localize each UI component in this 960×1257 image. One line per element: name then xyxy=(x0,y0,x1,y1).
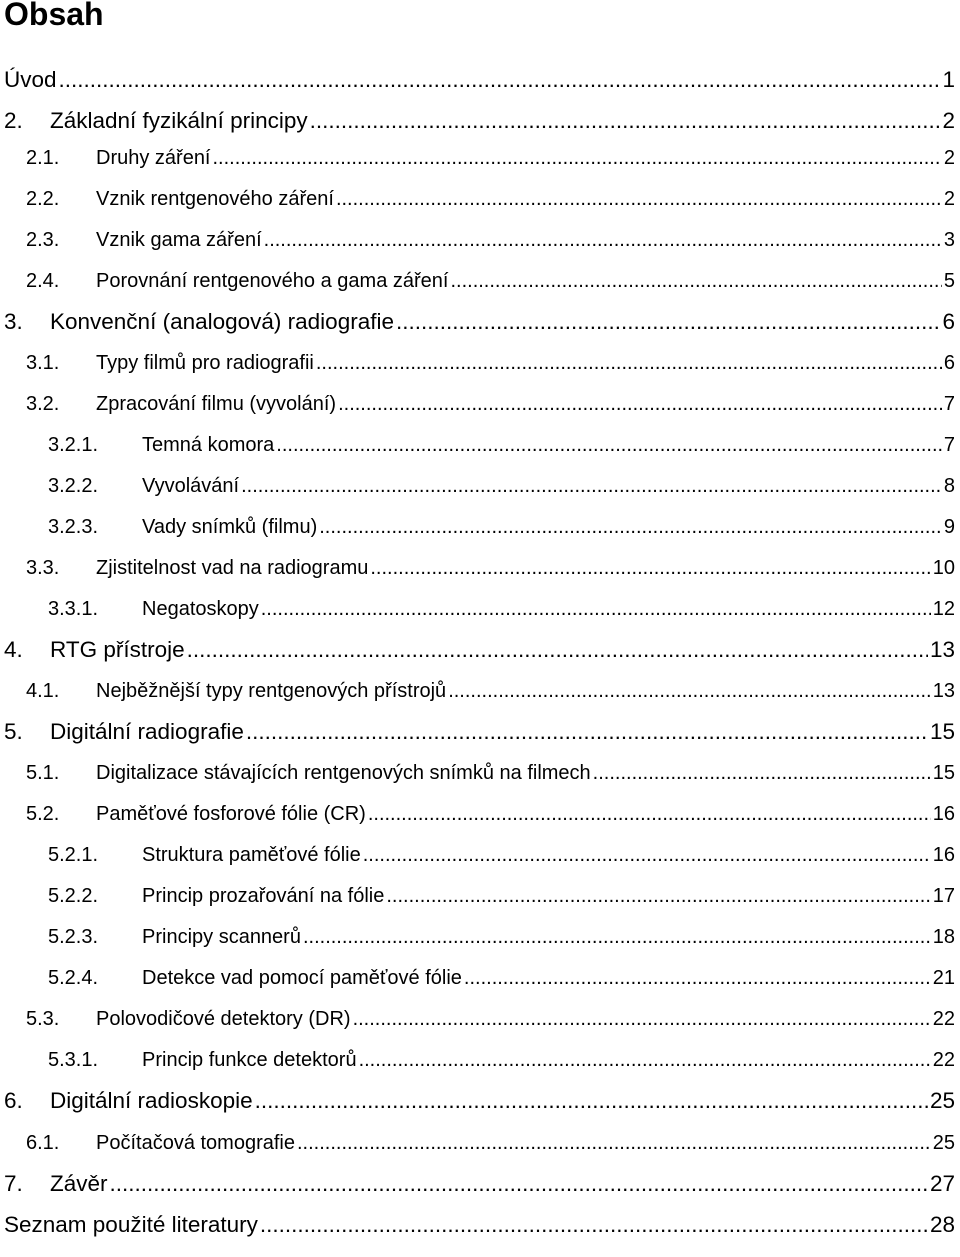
toc-entry[interactable] xyxy=(4,106,955,136)
dot-leader xyxy=(396,307,941,337)
toc-entry-title: Nejběžnější typy rentgenových přístrojů xyxy=(96,680,447,702)
toc-entry-title: Úvod xyxy=(4,67,57,92)
toc-entry-number: 3.2. xyxy=(26,393,60,415)
dot-leader xyxy=(353,1004,931,1034)
toc-entry-page-number: 7 xyxy=(943,393,955,415)
toc-entry-title: Digitalizace stávajících rentgenových snímků na filmech xyxy=(96,762,591,784)
dot-leader xyxy=(368,799,931,829)
toc-entry-number: 4.1. xyxy=(26,680,60,702)
toc-entry-page-number: 5 xyxy=(943,270,955,292)
dot-leader xyxy=(297,1128,931,1158)
toc-entry-number: 5.2.1. xyxy=(48,844,99,866)
toc-entry-title: Paměťové fosforové fólie (CR) xyxy=(96,803,366,825)
dot-leader xyxy=(255,1086,928,1116)
toc-entry[interactable] xyxy=(4,65,955,95)
toc-entry-number: 3.2.1. xyxy=(48,434,99,456)
toc-entry-page-number: 22 xyxy=(932,1049,955,1071)
toc-entry[interactable] xyxy=(26,348,955,378)
toc-entry-number: 2.3. xyxy=(26,229,60,251)
toc-entry-number: 6.1. xyxy=(26,1132,60,1154)
toc-entry-page-number: 22 xyxy=(932,1008,955,1030)
toc-entry-page-number: 2 xyxy=(942,108,955,133)
toc-entry-title: Konvenční (analogová) radiografie xyxy=(50,309,394,334)
toc-entry-title: Vyvolávání xyxy=(142,475,240,497)
toc-entry[interactable] xyxy=(48,922,955,952)
toc-entry-page-number: 10 xyxy=(932,557,955,579)
toc-entry-number: 5.1. xyxy=(26,762,60,784)
toc-entry-page-number: 15 xyxy=(932,762,955,784)
dot-leader xyxy=(264,225,942,255)
toc-entry-number: 3.2.2. xyxy=(48,475,99,497)
toc-entry-page-number: 8 xyxy=(943,475,955,497)
dot-leader xyxy=(338,389,942,419)
toc-entry-number: 2.4. xyxy=(26,270,60,292)
toc-entry-title: Detekce vad pomocí paměťové fólie xyxy=(142,967,462,989)
toc-entry-title: Závěr xyxy=(50,1171,108,1196)
toc-entry-title: Digitální radioskopie xyxy=(50,1088,253,1113)
toc-entry-page-number: 6 xyxy=(943,352,955,374)
dot-leader xyxy=(241,471,942,501)
toc-entry[interactable] xyxy=(26,1004,955,1034)
toc-entry-title: Porovnání rentgenového a gama záření xyxy=(96,270,449,292)
toc-entry-title: RTG přístroje xyxy=(50,637,185,662)
toc-entry[interactable] xyxy=(48,881,955,911)
dot-leader xyxy=(450,266,941,296)
toc-entry[interactable] xyxy=(26,676,955,706)
dot-leader xyxy=(448,676,931,706)
toc-entry-page-number: 1 xyxy=(942,67,955,92)
toc-entry-number: 6. xyxy=(4,1088,23,1113)
toc-entry-number: 2. xyxy=(4,108,23,133)
dot-leader xyxy=(370,553,930,583)
toc-entry-number: 4. xyxy=(4,637,23,662)
toc-entry-page-number: 16 xyxy=(932,803,955,825)
toc-entry-title: Vznik gama záření xyxy=(96,229,262,251)
toc-entry-page-number: 12 xyxy=(932,598,955,620)
toc-entry[interactable] xyxy=(48,430,955,460)
toc-entry-page-number: 6 xyxy=(942,309,955,334)
dot-leader xyxy=(187,635,928,665)
toc-entry[interactable] xyxy=(4,1169,955,1199)
toc-entry-title: Vznik rentgenového záření xyxy=(96,188,334,210)
toc-entry[interactable] xyxy=(26,266,955,296)
toc-entry[interactable] xyxy=(26,225,955,255)
dot-leader xyxy=(261,594,931,624)
toc-entry-page-number: 2 xyxy=(943,188,955,210)
toc-entry[interactable] xyxy=(48,963,955,993)
toc-entry-page-number: 17 xyxy=(932,885,955,907)
toc-entry[interactable] xyxy=(26,143,955,173)
toc-entry-title: Negatoskopy xyxy=(142,598,259,620)
toc-entry[interactable] xyxy=(48,840,955,870)
toc-entry-page-number: 25 xyxy=(932,1132,955,1154)
toc-entry-number: 3.1. xyxy=(26,352,60,374)
toc-entry-title: Seznam použité literatury xyxy=(4,1212,258,1237)
toc-entry-number: 5. xyxy=(4,719,23,744)
toc-entry-number: 7. xyxy=(4,1171,23,1196)
toc-entry[interactable] xyxy=(26,758,955,788)
toc-entry-page-number: 16 xyxy=(932,844,955,866)
toc-entry-number: 3.3.1. xyxy=(48,598,99,620)
toc-entry-title: Typy filmů pro radiografii xyxy=(96,352,314,374)
toc-entry-page-number: 18 xyxy=(932,926,955,948)
toc-entry-number: 3.2.3. xyxy=(48,516,99,538)
dot-leader xyxy=(110,1169,928,1199)
toc-entry-title: Principy scannerů xyxy=(142,926,301,948)
dot-leader xyxy=(59,65,941,95)
page-title: Obsah xyxy=(4,0,104,32)
toc-entry-page-number: 7 xyxy=(943,434,955,456)
toc-entry-page-number: 3 xyxy=(943,229,955,251)
dot-leader xyxy=(246,717,928,747)
dot-leader xyxy=(319,512,942,542)
toc-entry-number: 5.3. xyxy=(26,1008,60,1030)
toc-entry-page-number: 13 xyxy=(932,680,955,702)
dot-leader xyxy=(316,348,942,378)
dot-leader xyxy=(386,881,930,911)
toc-entry[interactable] xyxy=(48,594,955,624)
dot-leader xyxy=(260,1210,928,1240)
toc-entry[interactable] xyxy=(26,389,955,419)
toc-entry-number: 5.2.3. xyxy=(48,926,99,948)
toc-entry-page-number: 15 xyxy=(929,719,955,744)
toc-entry[interactable] xyxy=(4,717,955,747)
toc-entry-page-number: 13 xyxy=(929,637,955,662)
toc-entry-title: Polovodičové detektory (DR) xyxy=(96,1008,351,1030)
toc-entry[interactable] xyxy=(4,307,955,337)
toc-entry[interactable] xyxy=(26,799,955,829)
toc-entry[interactable] xyxy=(26,1128,955,1158)
toc-entry-title: Vady snímků (filmu) xyxy=(142,516,318,538)
toc-entry[interactable] xyxy=(48,471,955,501)
toc-entry[interactable] xyxy=(4,1086,955,1116)
toc-entry[interactable] xyxy=(26,184,955,214)
toc-entry-title: Zpracování filmu (vyvolání) xyxy=(96,393,337,415)
toc-entry[interactable] xyxy=(26,553,955,583)
toc-entry-page-number: 25 xyxy=(929,1088,955,1113)
toc-entry-page-number: 21 xyxy=(932,967,955,989)
dot-leader xyxy=(593,758,931,788)
toc-entry-number: 5.2. xyxy=(26,803,60,825)
toc-entry-number: 5.3.1. xyxy=(48,1049,99,1071)
toc-entry-title: Druhy záření xyxy=(96,147,211,169)
dot-leader xyxy=(363,840,931,870)
toc-entry-title: Digitální radiografie xyxy=(50,719,244,744)
toc-entry-number: 2.2. xyxy=(26,188,60,210)
dot-leader xyxy=(336,184,942,214)
dot-leader xyxy=(310,106,941,136)
toc-entry-number: 3.3. xyxy=(26,557,60,579)
toc-entry-number: 3. xyxy=(4,309,23,334)
toc-entry-page-number: 9 xyxy=(943,516,955,538)
toc-entry-title: Struktura paměťové fólie xyxy=(142,844,361,866)
toc-entry-number: 2.1. xyxy=(26,147,60,169)
dot-leader xyxy=(464,963,931,993)
toc-entry-title: Princip funkce detektorů xyxy=(142,1049,357,1071)
toc-entry-title: Temná komora xyxy=(142,434,275,456)
toc-entry[interactable] xyxy=(4,635,955,665)
toc-entry-title: Základní fyzikální principy xyxy=(50,108,308,133)
dot-leader xyxy=(359,1045,931,1075)
toc-entry-page-number: 28 xyxy=(929,1212,955,1237)
toc-entry[interactable] xyxy=(4,1210,955,1240)
toc-entry[interactable] xyxy=(48,1045,955,1075)
dot-leader xyxy=(276,430,942,460)
toc-entry[interactable] xyxy=(48,512,955,542)
toc-entry-page-number: 2 xyxy=(943,147,955,169)
toc-entry-title: Zjistitelnost vad na radiogramu xyxy=(96,557,369,579)
toc-entry-number: 5.2.2. xyxy=(48,885,99,907)
toc-entry-title: Princip prozařování na fólie xyxy=(142,885,385,907)
dot-leader xyxy=(213,143,942,173)
toc-entry-title: Počítačová tomografie xyxy=(96,1132,295,1154)
dot-leader xyxy=(303,922,931,952)
toc-entry-number: 5.2.4. xyxy=(48,967,99,989)
toc-entry-page-number: 27 xyxy=(929,1171,955,1196)
